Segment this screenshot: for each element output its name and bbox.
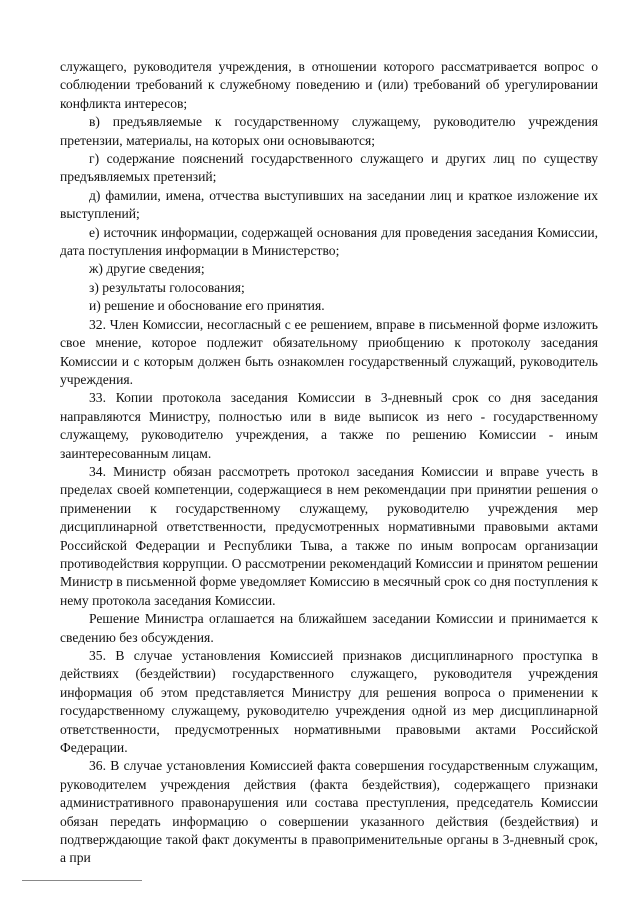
paragraph-33: 33. Копии протокола заседания Комиссии в 3-дневный срок со дня заседания направляются Министру, полностью или в виде выписок из него - государственному служащему, руководителю учреждения, а также по решению Комиссии - иным заинтересованным лицам. — [60, 390, 598, 461]
paragraph-32: 32. Член Комиссии, несогласный с ее решением, вправе в письменной форме изложить свое мнение, которое подлежит обязательному приобщению к протоколу заседания Комиссии и с которым должен быть ознакомлен государственный служащий, руководитель учреждения. — [60, 316, 598, 387]
paragraph-continuation: служащего, руководителя учреждения, в отношении которого рассматривается вопрос о соблюдении требований к служебному поведению и (или) требований об урегулировании конфликта интересов; — [60, 59, 598, 111]
paragraph-item-v: в) предъявляемые к государственному служащему, руководителю учреждения претензии, материалы, на которых они основываются; — [60, 114, 598, 148]
paragraph-34-decision: Решение Министра оглашается на ближайшем заседании Комиссии и принимается к сведению без обсуждения. — [60, 611, 598, 645]
paragraph-item-z: з) результаты голосования; — [89, 279, 245, 295]
paragraph-item-d: д) фамилии, имена, отчества выступивших на заседании лиц и краткое изложение их выступлений; — [60, 187, 598, 222]
page-bottom-rule — [22, 880, 142, 881]
paragraph-34: 34. Министр обязан рассмотреть протокол заседания Комиссии и вправе учесть в пределах своей компетенции, содержащиеся в нем рекомендации при принятии решения о применении к государственному служащему, руководителю учреждения мер дисциплинарной ответственности, предусмотренных нормативными правовыми актами Российской Федерации и Республики Тыва, а также по иным вопросам организации противодействия коррупции. О рассмотрении рекомендаций Комиссии и принятом решении Министр в письменной форме уведомляет Комиссию в месячный срок со дня поступления к нему протокола заседания Комиссии. — [60, 463, 598, 608]
paragraph-item-zh: ж) другие сведения; — [89, 261, 205, 277]
paragraph-35: 35. В случае установления Комиссией признаков дисциплинарного проступка в действиях (бездействии) государственного служащего, руководителя учреждения информация об этом представляется Министру для решения вопроса о применении к государственному служащему, руководителю учреждения одной из мер дисциплинарной ответственности, предусмотренных нормативными правовыми актами Российской Федерации. — [60, 648, 598, 756]
paragraph-item-g: г) содержание пояснений государственного служащего и других лиц по существу предъявляемых претензий; — [60, 151, 598, 185]
paragraph-item-i: и) решение и обоснование его принятия. — [89, 298, 325, 314]
paragraph-36: 36. В случае установления Комиссией факта совершения государственным служащим, руководителем учреждения действия (факта бездействия), содержащего признаки административного правонарушения или состава преступления, председатель Комиссии обязан передать информацию о совершении указанного действия (бездействия) и подтверждающие такой факт документы в правоприменительные органы в 3-дневный срок, а при — [60, 758, 598, 866]
paragraph-item-e: е) источник информации, содержащей основания для проведения заседания Комиссии, дата поступления информации в Министерство; — [60, 224, 598, 259]
document-page — [60, 58, 598, 868]
